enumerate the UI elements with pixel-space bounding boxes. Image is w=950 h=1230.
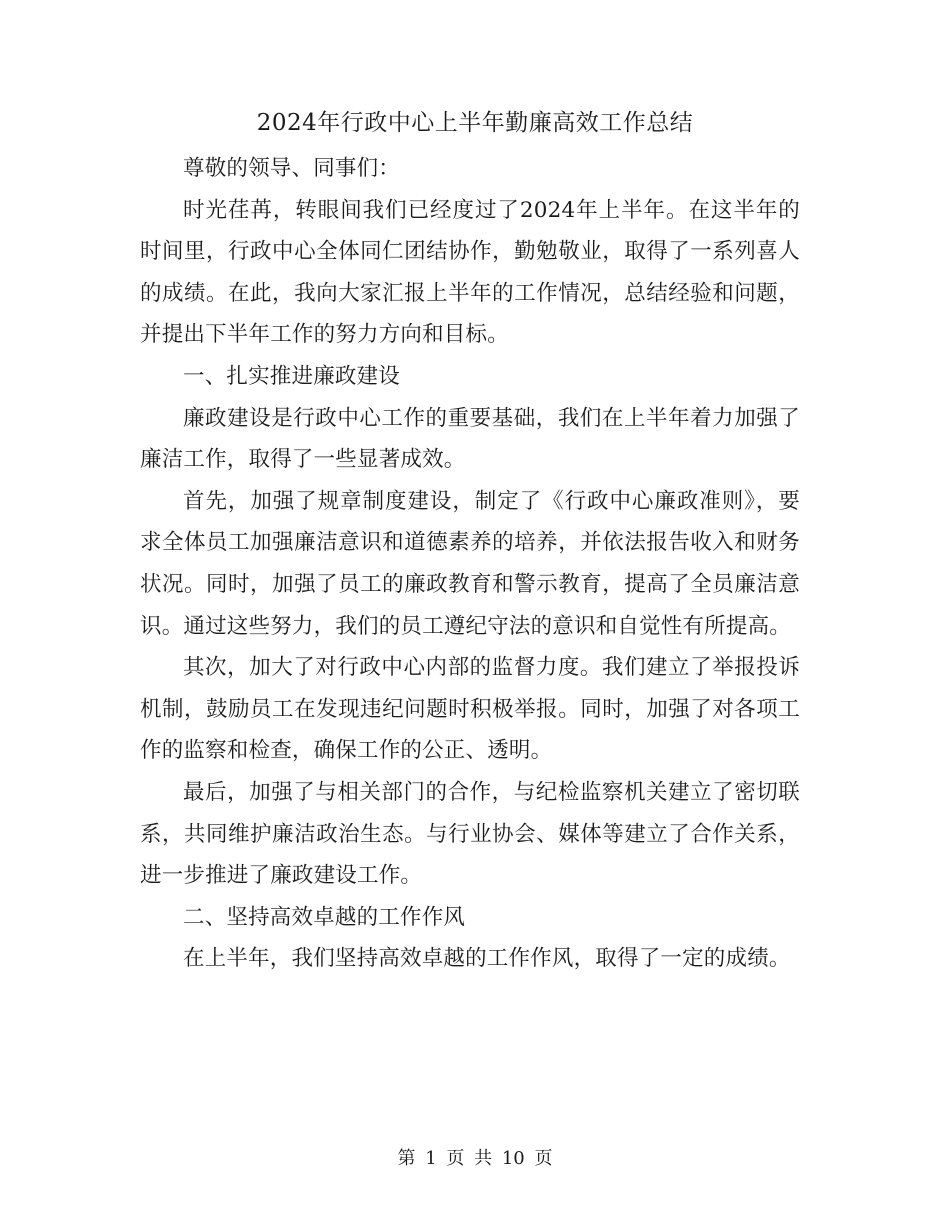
body-paragraph: 首先，加强了规章制度建设，制定了《行政中心廉政准则》，要求全体员工加强廉洁意识和道德素养的培养，并依法报告收入和财务状况。同时，加强了员工的廉政教育和警示教育，提高了全员廉洁意识。通过这些努力，我们的员工遵纪守法的意识和自觉性有所提高。 [140, 488, 800, 639]
body-paragraph: 最后，加强了与相关部门的合作，与纪检监察机关建立了密切联系，共同维护廉洁政治生态。与行业协会、媒体等建立了合作关系，进一步推进了廉政建设工作。 [140, 779, 800, 889]
body-paragraph: 其次，加大了对行政中心内部的监督力度。我们建立了举报投诉机制，鼓励员工在发现违纪问题时积极举报。同时，加强了对各项工作的监察和检查，确保工作的公正、透明。 [140, 655, 800, 764]
section-heading-2: 二、坚持高效卓越的工作作风 [183, 904, 466, 930]
salutation-paragraph: 尊敬的领导、同事们： [183, 156, 401, 181]
intro-paragraph: 时光荏苒，转眼间我们已经度过了2024年上半年。在这半年的时间里，行政中心全体同仁团结协作，勤勉敬业，取得了一系列喜人的成绩。在此，我向大家汇报上半年的工作情况，总结经验和问题，并提出下半年工作的努力方向和目标。 [140, 197, 800, 348]
body-paragraph: 廉政建设是行政中心工作的重要基础，我们在上半年着力加强了廉洁工作，取得了一些显著成效。 [140, 405, 800, 473]
document-title: 2024年行政中心上半年勤廉高效工作总结 [256, 110, 694, 136]
section-heading-1: 一、扎实推进廉政建设 [183, 363, 401, 389]
body-paragraph: 在上半年，我们坚持高效卓越的工作作风，取得了一定的成绩。 [183, 946, 791, 972]
document-body [140, 148, 800, 980]
page-number-footer: 第 1 页 共 10 页 [397, 1148, 553, 1169]
